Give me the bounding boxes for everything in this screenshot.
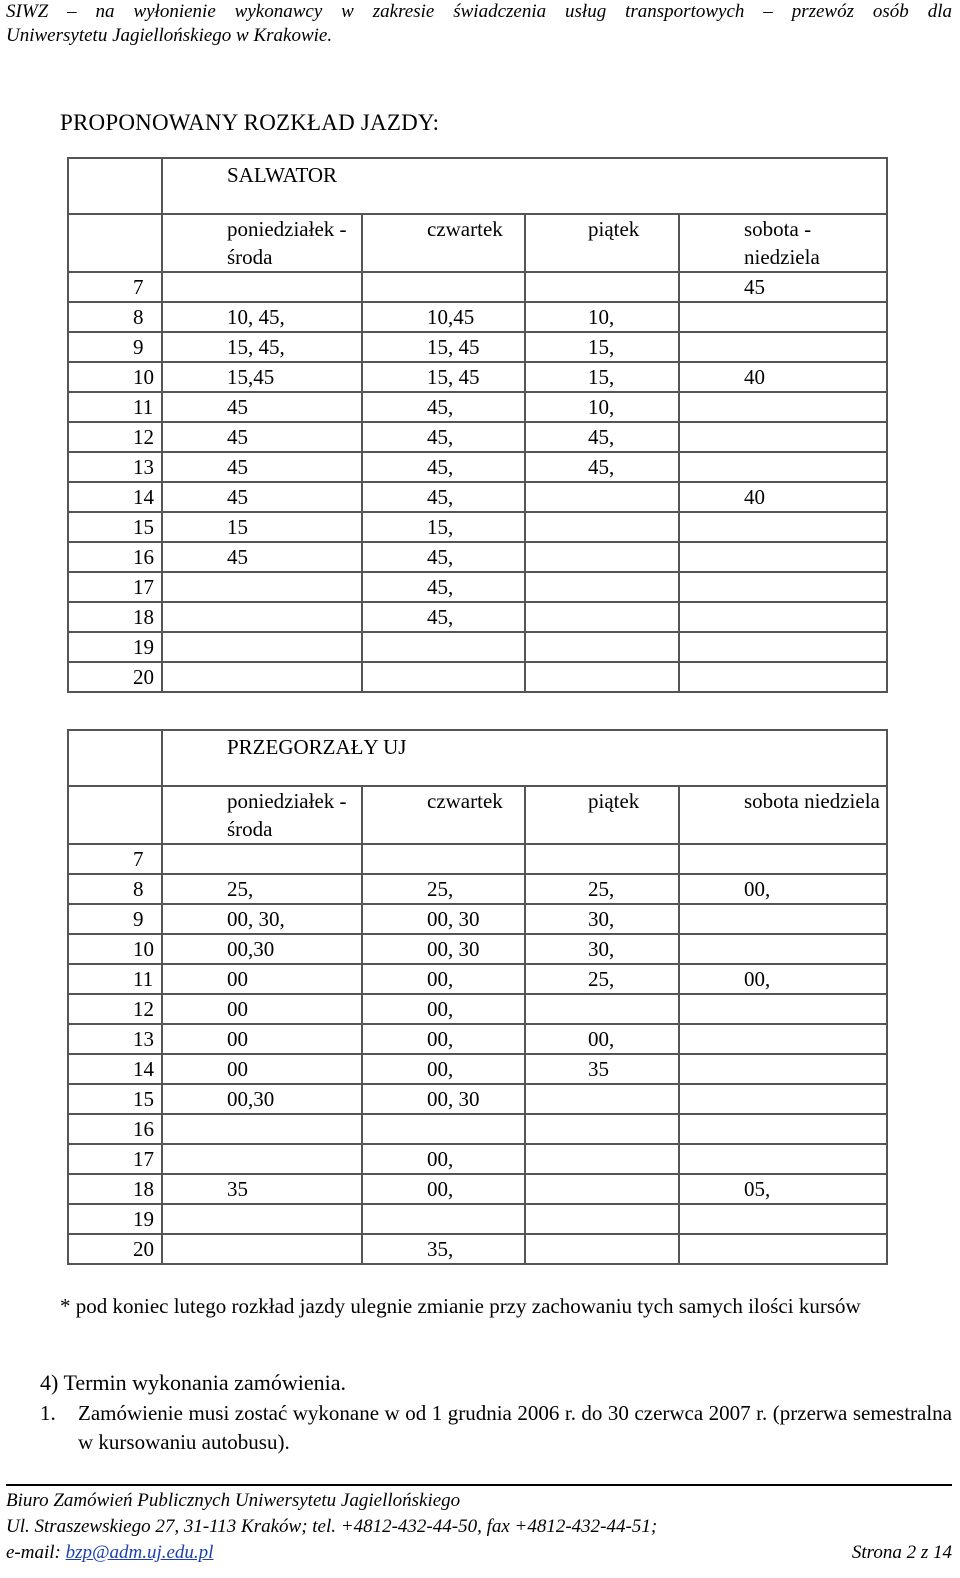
time-cell: 00, <box>362 1144 525 1174</box>
hour-cell: 17 <box>68 1144 162 1174</box>
time-cell <box>525 602 679 632</box>
table-title: SALWATOR <box>162 158 887 214</box>
time-cell: 35 <box>525 1054 679 1084</box>
table-title: PRZEGORZAŁY UJ <box>162 730 887 786</box>
time-cell <box>679 904 887 934</box>
hour-cell: 8 <box>68 874 162 904</box>
header-word: osób <box>872 1 909 22</box>
hour-cell: 8 <box>68 302 162 332</box>
time-cell: 00, <box>362 1054 525 1084</box>
time-cell: 15, <box>362 512 525 542</box>
time-cell <box>679 572 887 602</box>
time-cell <box>679 1144 887 1174</box>
time-cell: 00, <box>525 1024 679 1054</box>
schedule-table-salwator <box>67 157 888 693</box>
time-cell <box>679 994 887 1024</box>
time-cell <box>679 632 887 662</box>
email-link[interactable]: bzp@adm.uj.edu.pl <box>65 1542 214 1563</box>
time-cell <box>525 482 679 512</box>
day-header: czwartek <box>362 786 525 844</box>
list-item-number: 1. <box>40 1401 56 1425</box>
hour-cell: 10 <box>68 362 162 392</box>
day-header: sobota niedziela <box>679 786 887 844</box>
section-title: Termin wykonania zamówienia. <box>63 1370 346 1395</box>
time-cell: 45, <box>362 452 525 482</box>
hour-cell: 19 <box>68 632 162 662</box>
table-row <box>68 602 887 632</box>
time-cell <box>162 1114 362 1144</box>
table-row <box>68 1174 887 1204</box>
table-row <box>68 512 887 542</box>
table-row <box>68 1024 887 1054</box>
table-row <box>68 1114 887 1144</box>
hour-cell: 11 <box>68 392 162 422</box>
hour-cell: 14 <box>68 482 162 512</box>
time-cell <box>679 934 887 964</box>
time-cell: 10, <box>525 302 679 332</box>
time-cell: 00, <box>679 964 887 994</box>
time-cell: 45, <box>362 572 525 602</box>
header-word: świadczenia <box>453 1 547 22</box>
day-header: sobota - niedziela <box>679 214 887 272</box>
hour-cell: 7 <box>68 844 162 874</box>
time-cell: 00, 30 <box>362 904 525 934</box>
hour-cell: 20 <box>68 1234 162 1264</box>
time-cell: 45 <box>162 422 362 452</box>
day-header: poniedziałek - środa <box>162 786 362 844</box>
table-row <box>68 272 887 302</box>
email-label: e-mail: <box>6 1542 61 1563</box>
hour-cell: 7 <box>68 272 162 302</box>
time-cell <box>679 1054 887 1084</box>
time-cell: 15, <box>525 362 679 392</box>
time-cell: 30, <box>525 904 679 934</box>
hour-cell: 15 <box>68 512 162 542</box>
time-cell: 15, 45 <box>362 362 525 392</box>
time-cell: 45 <box>162 482 362 512</box>
time-cell: 00 <box>162 1024 362 1054</box>
hour-cell: 19 <box>68 1204 162 1234</box>
time-cell <box>679 332 887 362</box>
time-cell <box>162 1204 362 1234</box>
time-cell <box>162 572 362 602</box>
time-cell: 30, <box>525 934 679 964</box>
day-header: czwartek <box>362 214 525 272</box>
time-cell <box>679 1204 887 1234</box>
time-cell: 25, <box>525 874 679 904</box>
table-row <box>68 1234 887 1264</box>
table-row <box>68 632 887 662</box>
corner-cell <box>68 214 162 272</box>
footer-line-3 <box>6 1540 952 1566</box>
header-word: transportowych <box>625 1 745 22</box>
time-cell: 00, 30 <box>362 1084 525 1114</box>
time-cell: 45, <box>362 482 525 512</box>
time-cell <box>525 1234 679 1264</box>
time-cell: 15, <box>525 332 679 362</box>
table-row <box>68 302 887 332</box>
time-cell <box>525 844 679 874</box>
time-cell <box>679 1084 887 1114</box>
time-cell: 25, <box>162 874 362 904</box>
schedule-table-przegorzaly <box>67 729 888 1265</box>
time-cell: 00, <box>679 874 887 904</box>
corner-cell <box>68 730 162 786</box>
time-cell: 00, <box>362 994 525 1024</box>
table-row <box>68 452 887 482</box>
header-word: – <box>763 1 773 22</box>
list-item-text: Zamówienie musi zostać wykonane w od 1 grudnia 2006 r. do 30 czerwca 2007 r. (przerwa semestralna w kursowaniu autobusu). <box>78 1401 952 1454</box>
footer-line-2: Ul. Straszewskiego 27, 31-113 Kraków; tel. +4812-432-44-50, fax +4812-432-44-51; <box>6 1516 658 1537</box>
time-cell: 35, <box>362 1234 525 1264</box>
time-cell: 05, <box>679 1174 887 1204</box>
header-word: wyłonienie <box>133 1 216 22</box>
day-header: piątek <box>525 786 679 844</box>
table-row <box>68 964 887 994</box>
time-cell: 00 <box>162 964 362 994</box>
time-cell: 10,45 <box>362 302 525 332</box>
time-cell <box>162 272 362 302</box>
time-cell <box>525 1114 679 1144</box>
table-row <box>68 1144 887 1174</box>
time-cell: 25, <box>362 874 525 904</box>
header-word: przewóz <box>791 1 854 22</box>
time-cell <box>679 1024 887 1054</box>
time-cell <box>525 542 679 572</box>
time-cell <box>525 994 679 1024</box>
time-cell <box>679 512 887 542</box>
hour-cell: 12 <box>68 994 162 1024</box>
time-cell: 45 <box>162 452 362 482</box>
time-cell <box>362 272 525 302</box>
table-row <box>68 362 887 392</box>
page-number: Strona 2 z 14 <box>851 1542 952 1563</box>
table-row <box>68 844 887 874</box>
corner-cell <box>68 786 162 844</box>
section-number: 4) <box>40 1370 59 1395</box>
time-cell: 35 <box>162 1174 362 1204</box>
day-header: piątek <box>525 214 679 272</box>
time-cell <box>162 632 362 662</box>
time-cell <box>679 422 887 452</box>
time-cell <box>162 844 362 874</box>
time-cell: 00, <box>362 1024 525 1054</box>
time-cell <box>525 272 679 302</box>
time-cell: 45, <box>525 452 679 482</box>
time-cell: 40 <box>679 362 887 392</box>
header-word: dla <box>927 1 952 22</box>
time-cell <box>525 632 679 662</box>
time-cell <box>525 1084 679 1114</box>
time-cell <box>362 662 525 692</box>
corner-cell <box>68 158 162 214</box>
footer-line-1: Biuro Zamówień Publicznych Uniwersytetu Jagiellońskiego <box>6 1490 461 1511</box>
table-row <box>68 1054 887 1084</box>
table-row <box>68 994 887 1024</box>
table-row <box>68 874 887 904</box>
time-cell: 00, 30, <box>162 904 362 934</box>
time-cell: 45, <box>362 392 525 422</box>
table-row <box>68 542 887 572</box>
time-cell <box>525 662 679 692</box>
time-cell <box>525 1144 679 1174</box>
time-cell: 15,45 <box>162 362 362 392</box>
hour-cell: 14 <box>68 1054 162 1084</box>
header-word: w <box>341 1 354 22</box>
time-cell <box>162 602 362 632</box>
table-row <box>68 422 887 452</box>
time-cell <box>679 452 887 482</box>
time-cell <box>679 844 887 874</box>
time-cell: 45 <box>679 272 887 302</box>
footer-divider <box>6 1484 952 1486</box>
header-word: wykonawcy <box>234 1 323 22</box>
time-cell: 00,30 <box>162 1084 362 1114</box>
hour-cell: 13 <box>68 1024 162 1054</box>
hour-cell: 9 <box>68 904 162 934</box>
schedule-note: * pod koniec lutego rozkład jazdy ulegnie zmianie przy zachowaniu tych samych ilości kursów <box>60 1294 861 1318</box>
time-cell: 10, <box>525 392 679 422</box>
day-header: poniedziałek - środa <box>162 214 362 272</box>
page-footer <box>6 1484 952 1566</box>
schedule-heading: PROPONOWANY ROZKŁAD JAZDY: <box>60 110 440 135</box>
header-word: usług <box>565 1 607 22</box>
time-cell <box>525 1174 679 1204</box>
time-cell <box>679 1234 887 1264</box>
time-cell: 45, <box>525 422 679 452</box>
hour-cell: 17 <box>68 572 162 602</box>
header-word: – <box>67 1 77 22</box>
time-cell: 15, 45, <box>162 332 362 362</box>
time-cell <box>362 632 525 662</box>
time-cell <box>679 1114 887 1144</box>
time-cell <box>362 1114 525 1144</box>
table-row <box>68 934 887 964</box>
hour-cell: 16 <box>68 1114 162 1144</box>
time-cell: 45 <box>162 542 362 572</box>
hour-cell: 12 <box>68 422 162 452</box>
hour-cell: 18 <box>68 1174 162 1204</box>
time-cell <box>362 844 525 874</box>
time-cell: 40 <box>679 482 887 512</box>
time-cell: 25, <box>525 964 679 994</box>
table-row <box>68 572 887 602</box>
header-line-2: Uniwersytetu Jagiellońskiego w Krakowie. <box>6 25 333 46</box>
hour-cell: 9 <box>68 332 162 362</box>
hour-cell: 10 <box>68 934 162 964</box>
hour-cell: 20 <box>68 662 162 692</box>
time-cell <box>525 1204 679 1234</box>
time-cell: 00,30 <box>162 934 362 964</box>
time-cell: 45, <box>362 602 525 632</box>
time-cell: 15 <box>162 512 362 542</box>
header-word: SIWZ <box>6 1 49 22</box>
hour-cell: 16 <box>68 542 162 572</box>
header-line-1 <box>6 0 952 24</box>
table-row <box>68 332 887 362</box>
header-word: na <box>95 1 115 22</box>
time-cell: 00, <box>362 964 525 994</box>
time-cell <box>162 1234 362 1264</box>
time-cell: 10, 45, <box>162 302 362 332</box>
time-cell <box>679 662 887 692</box>
time-cell: 45 <box>162 392 362 422</box>
time-cell <box>162 1144 362 1174</box>
section-heading <box>40 1370 346 1396</box>
time-cell: 45, <box>362 422 525 452</box>
table-row <box>68 482 887 512</box>
time-cell: 00 <box>162 994 362 1024</box>
table-row <box>68 1084 887 1114</box>
hour-cell: 13 <box>68 452 162 482</box>
hour-cell: 15 <box>68 1084 162 1114</box>
time-cell <box>679 542 887 572</box>
table-row <box>68 904 887 934</box>
time-cell: 00, 30 <box>362 934 525 964</box>
time-cell <box>679 302 887 332</box>
time-cell <box>362 1204 525 1234</box>
time-cell: 00 <box>162 1054 362 1084</box>
table-row <box>68 662 887 692</box>
time-cell: 15, 45 <box>362 332 525 362</box>
table-row <box>68 392 887 422</box>
list-item <box>40 1399 952 1457</box>
hour-cell: 11 <box>68 964 162 994</box>
time-cell <box>525 512 679 542</box>
time-cell: 45, <box>362 542 525 572</box>
time-cell: 00, <box>362 1174 525 1204</box>
time-cell <box>525 572 679 602</box>
hour-cell: 18 <box>68 602 162 632</box>
time-cell <box>162 662 362 692</box>
page-header <box>6 0 952 48</box>
table-row <box>68 1204 887 1234</box>
header-word: zakresie <box>372 1 435 22</box>
time-cell <box>679 602 887 632</box>
time-cell <box>679 392 887 422</box>
